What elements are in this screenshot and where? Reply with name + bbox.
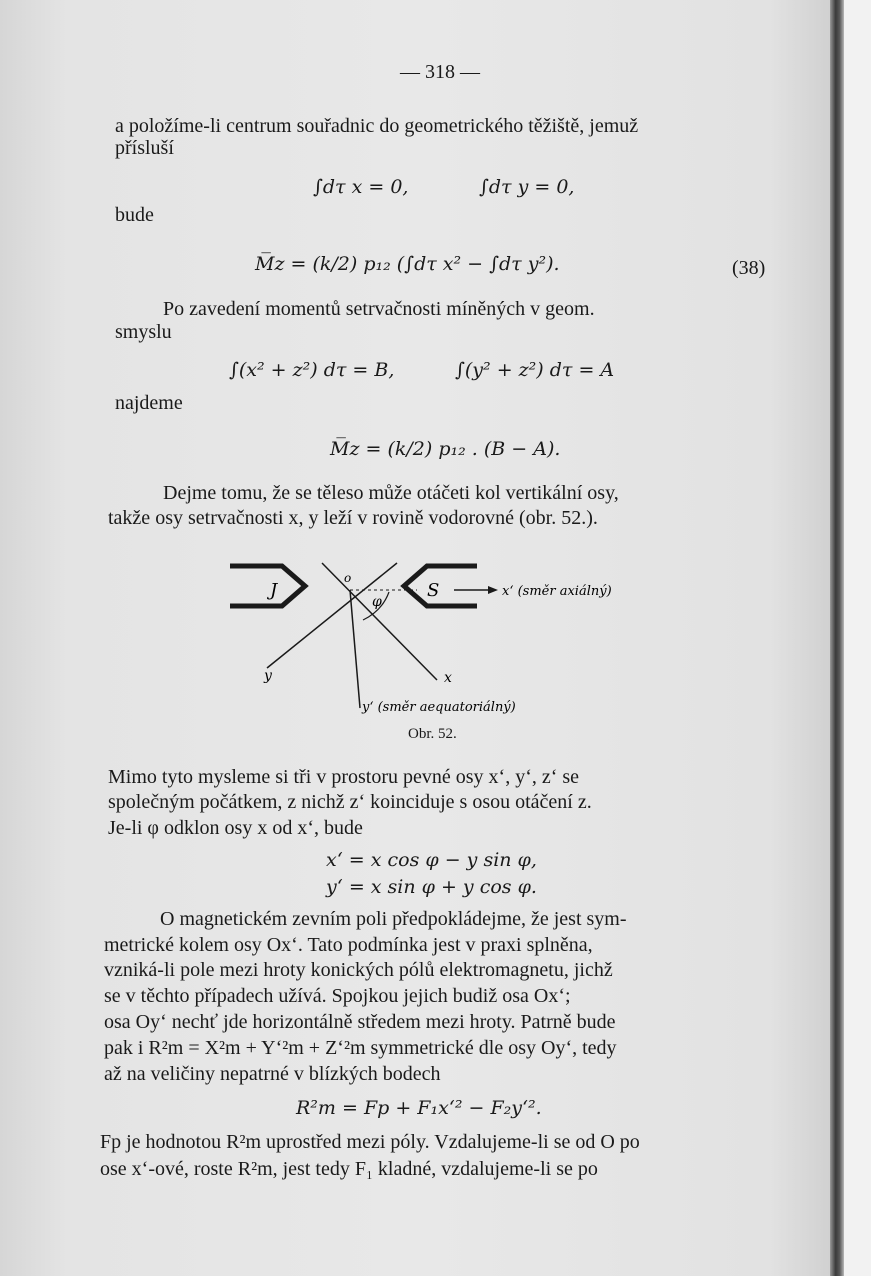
text-line-24: Fp je hodnotou R²m uprostřed mezi póly. Vzdalujeme-li se od O po [100, 1131, 640, 1153]
y-prime-axis-line [350, 590, 360, 708]
label-x: x [444, 670, 452, 686]
text-line-5: Po zavedení momentů setrvačnosti míněných v geom. [163, 298, 595, 320]
figure-52 [222, 548, 662, 748]
text-bude: bude [115, 204, 154, 226]
equation-B: ∫(x² + z²) dτ = B, [229, 359, 395, 381]
label-x-prime: x‘ (směr axiálný) [502, 584, 612, 599]
text-line-1: a položíme-li centrum souřadnic do geometrického těžiště, jemuž [115, 115, 639, 137]
x-axis-line [322, 563, 440, 680]
label-S: S [427, 580, 440, 601]
page-number: — 318 — [400, 61, 480, 83]
text-line-12: společným počátkem, z nichž z‘ koinciduje s osou otáčení z. [108, 791, 592, 813]
equation-y-prime: y‘ = x sin φ + y cos φ. [326, 876, 537, 898]
equation-integral-y: ∫dτ y = 0, [479, 176, 575, 198]
y-axis-line [267, 563, 397, 668]
text-line-18: vzniká-li pole mezi hroty konických pólů elektromagnetu, jichž [104, 959, 613, 981]
equation-38: M̅z = (k/2) p₁₂ (∫dτ x² − ∫dτ y²). [255, 253, 560, 275]
text-line-6: smyslu [115, 321, 172, 343]
text-najdeme: najdeme [115, 392, 183, 414]
adjacent-page-edge [844, 0, 871, 1276]
text-line-21: pak i R²m = X²m + Y‘²m + Z‘²m symmetrické dle osy Oy‘, tedy [104, 1037, 617, 1059]
equation-M: M̅z = (k/2) p₁₂ . (B − A). [330, 438, 561, 460]
text-line-19: se v těchto případech užívá. Spojkou jejich budiž osa Ox‘; [104, 985, 571, 1007]
text-line-25: ose x‘-ové, roste R²m, jest tedy F₁ kladné, vzdalujeme-li se po [100, 1158, 598, 1180]
text-line-9: Dejme tomu, že se těleso může otáčeti kol vertikální osy, [163, 482, 619, 504]
label-o: o [344, 571, 352, 585]
equation-integral-x: ∫dτ x = 0, [313, 176, 409, 198]
pole-S-shape [404, 566, 477, 606]
equation-A: ∫(y² + z²) dτ = A [455, 359, 615, 381]
label-phi: φ [372, 594, 382, 610]
figure-caption: Obr. 52. [408, 726, 457, 742]
equation-number-38: (38) [732, 257, 766, 279]
text-line-2: přísluší [115, 137, 174, 159]
text-line-10: takže osy setrvačnosti x, y leží v rovině vodorovné (obr. 52.). [108, 507, 598, 529]
text-line-11: Mimo tyto mysleme si tři v prostoru pevné osy x‘, y‘, z‘ se [108, 766, 580, 788]
text-line-20: osa Oy‘ nechť jde horizontálně středem mezi hroty. Patrně bude [104, 1011, 616, 1033]
text-line-13: Je-li φ odklon osy x od x‘, bude [108, 817, 363, 839]
pole-J-shape [230, 566, 305, 606]
x-prime-arrowhead [488, 586, 498, 594]
text-line-17: metrické kolem osy Ox‘. Tato podmínka jest v praxi splněna, [104, 934, 593, 956]
label-y-prime: y‘ (směr aequatoriálný) [362, 700, 516, 715]
text-line-22: až na veličiny nepatrné v blízkých bodech [104, 1063, 441, 1085]
label-y: y [264, 668, 272, 684]
text-line-16: O magnetickém zevním poli předpokládejme, že jest sym- [160, 908, 627, 930]
equation-x-prime: x‘ = x cos φ − y sin φ, [326, 849, 537, 871]
equation-R: R²m = Fp + F₁x‘² − F₂y‘². [296, 1097, 542, 1119]
label-J: J [270, 580, 278, 601]
book-gutter [830, 0, 844, 1276]
